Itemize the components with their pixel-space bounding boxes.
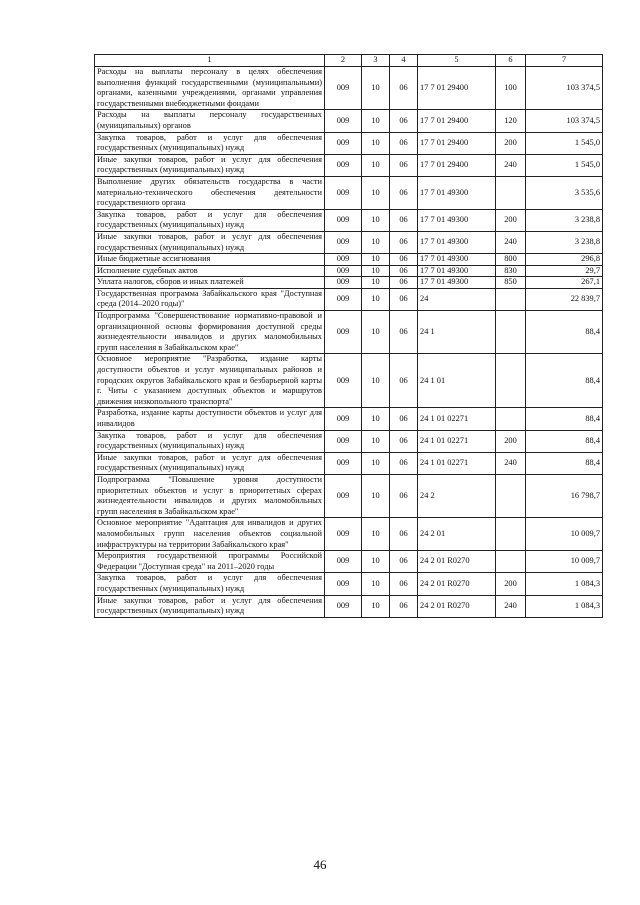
expense-type-code — [496, 288, 526, 310]
table-row — [95, 154, 603, 176]
expense-type-code — [496, 408, 526, 430]
expense-type-code: 200 — [496, 573, 526, 595]
row-description: Иные закупки товаров, работ и услуг для обеспечения государственных (муниципальных) нужд — [95, 595, 325, 617]
table-row — [95, 354, 603, 408]
budget-table — [94, 54, 603, 618]
target-item-code: 24 2 01 R0270 — [418, 595, 496, 617]
target-item-code: 17 7 01 29400 — [418, 110, 496, 132]
subsection-code: 06 — [390, 288, 418, 310]
table-row — [95, 176, 603, 209]
subsection-code: 06 — [390, 265, 418, 277]
row-description: Иные бюджетные ассигнования — [95, 254, 325, 266]
amount: 88,4 — [526, 311, 603, 354]
row-description: Расходы на выплаты персоналу в целях обеспечения выполнения функций государственными (муниципальными) органами, казенными учреждениями, органами управления государственными внебюджетными фондами — [95, 67, 325, 110]
amount: 1 084,3 — [526, 595, 603, 617]
expense-type-code: 200 — [496, 430, 526, 452]
ministry-code: 009 — [325, 231, 362, 253]
row-description: Иные закупки товаров, работ и услуг для обеспечения государственных (муниципальных) нужд — [95, 154, 325, 176]
row-description: Расходы на выплаты персоналу государственных (муниципальных) органов — [95, 110, 325, 132]
target-item-code: 24 2 01 — [418, 518, 496, 551]
amount: 10 009,7 — [526, 518, 603, 551]
subsection-code: 06 — [390, 254, 418, 266]
column-header-6: 6 — [496, 55, 526, 67]
ministry-code: 009 — [325, 354, 362, 408]
ministry-code: 009 — [325, 209, 362, 231]
table-row — [95, 231, 603, 253]
section-code: 10 — [362, 452, 390, 474]
section-code: 10 — [362, 573, 390, 595]
section-code: 10 — [362, 551, 390, 573]
table-row — [95, 254, 603, 266]
ministry-code: 009 — [325, 67, 362, 110]
table-row — [95, 110, 603, 132]
expense-type-code — [496, 518, 526, 551]
table-row — [95, 311, 603, 354]
subsection-code: 06 — [390, 209, 418, 231]
row-description: Уплата налогов, сборов и иных платежей — [95, 277, 325, 289]
table-row — [95, 430, 603, 452]
amount: 1 084,3 — [526, 573, 603, 595]
subsection-code: 06 — [390, 311, 418, 354]
target-item-code: 24 2 01 R0270 — [418, 573, 496, 595]
column-header-3: 3 — [362, 55, 390, 67]
amount: 29,7 — [526, 265, 603, 277]
table-row — [95, 132, 603, 154]
ministry-code: 009 — [325, 254, 362, 266]
target-item-code: 17 7 01 29400 — [418, 132, 496, 154]
subsection-code: 06 — [390, 231, 418, 253]
row-description: Закупка товаров, работ и услуг для обеспечения государственных (муниципальных) нужд — [95, 132, 325, 154]
table-row — [95, 67, 603, 110]
ministry-code: 009 — [325, 474, 362, 517]
subsection-code: 06 — [390, 132, 418, 154]
ministry-code: 009 — [325, 154, 362, 176]
section-code: 10 — [362, 288, 390, 310]
row-description: Закупка товаров, работ и услуг для обеспечения государственных (муниципальных) нужд — [95, 573, 325, 595]
target-item-code: 17 7 01 49300 — [418, 209, 496, 231]
amount: 3 535,6 — [526, 176, 603, 209]
row-description: Выполнение других обязательств государства в части материально-технического обеспечения деятельности государственного органа — [95, 176, 325, 209]
row-description: Закупка товаров, работ и услуг для обеспечения государственных (муниципальных) нужд — [95, 209, 325, 231]
subsection-code: 06 — [390, 176, 418, 209]
target-item-code: 17 7 01 49300 — [418, 231, 496, 253]
section-code: 10 — [362, 67, 390, 110]
table-row — [95, 209, 603, 231]
table-row — [95, 474, 603, 517]
section-code: 10 — [362, 474, 390, 517]
target-item-code: 24 2 — [418, 474, 496, 517]
table-row — [95, 551, 603, 573]
target-item-code: 24 — [418, 288, 496, 310]
amount: 1 545,0 — [526, 132, 603, 154]
target-item-code: 17 7 01 49300 — [418, 277, 496, 289]
section-code: 10 — [362, 154, 390, 176]
subsection-code: 06 — [390, 110, 418, 132]
amount: 296,8 — [526, 254, 603, 266]
subsection-code: 06 — [390, 452, 418, 474]
expense-type-code — [496, 474, 526, 517]
section-code: 10 — [362, 595, 390, 617]
row-description: Основное мероприятие "Адаптация для инвалидов и других маломобильных групп населения объектов социальной инфраструктуры на территории Забайкальского края" — [95, 518, 325, 551]
expense-type-code: 240 — [496, 595, 526, 617]
section-code: 10 — [362, 110, 390, 132]
expense-type-code: 200 — [496, 209, 526, 231]
section-code: 10 — [362, 231, 390, 253]
expense-type-code: 240 — [496, 452, 526, 474]
section-code: 10 — [362, 408, 390, 430]
expense-type-code — [496, 551, 526, 573]
expense-type-code — [496, 311, 526, 354]
ministry-code: 009 — [325, 595, 362, 617]
target-item-code: 17 7 01 29400 — [418, 67, 496, 110]
target-item-code: 24 1 — [418, 311, 496, 354]
ministry-code: 009 — [325, 277, 362, 289]
expense-type-code: 100 — [496, 67, 526, 110]
amount: 88,4 — [526, 354, 603, 408]
subsection-code: 06 — [390, 551, 418, 573]
table-row — [95, 595, 603, 617]
target-item-code: 24 1 01 — [418, 354, 496, 408]
subsection-code: 06 — [390, 595, 418, 617]
expense-type-code: 240 — [496, 231, 526, 253]
section-code: 10 — [362, 430, 390, 452]
subsection-code: 06 — [390, 573, 418, 595]
table-body — [95, 67, 603, 618]
row-description: Основное мероприятие "Разработка, издание карты доступности объектов и услуг муниципальных районов и городских округов Забайкальского края и безбарьерной карты г. Читы с указанием доступных объектов и маршрутов движения низкопольного транспорта" — [95, 354, 325, 408]
table-row — [95, 452, 603, 474]
table-row — [95, 408, 603, 430]
subsection-code: 06 — [390, 474, 418, 517]
amount: 10 009,7 — [526, 551, 603, 573]
section-code: 10 — [362, 254, 390, 266]
table-row — [95, 573, 603, 595]
amount: 88,4 — [526, 408, 603, 430]
amount: 103 374,5 — [526, 110, 603, 132]
row-description: Подпрограмма "Совершенствование нормативно-правовой и организационной основы формирования доступной среды жизнедеятельности инвалидов и других маломобильных групп населения в Забайкальском крае" — [95, 311, 325, 354]
subsection-code: 06 — [390, 154, 418, 176]
section-code: 10 — [362, 277, 390, 289]
amount: 103 374,5 — [526, 67, 603, 110]
ministry-code: 009 — [325, 176, 362, 209]
ministry-code: 009 — [325, 311, 362, 354]
subsection-code: 06 — [390, 518, 418, 551]
amount: 88,4 — [526, 452, 603, 474]
subsection-code: 06 — [390, 277, 418, 289]
target-item-code: 24 2 01 R0270 — [418, 551, 496, 573]
amount: 16 798,7 — [526, 474, 603, 517]
row-description: Иные закупки товаров, работ и услуг для обеспечения государственных (муниципальных) нужд — [95, 452, 325, 474]
table-row — [95, 277, 603, 289]
row-description: Государственная программа Забайкальского края "Доступная среда (2014–2020 годы)" — [95, 288, 325, 310]
section-code: 10 — [362, 265, 390, 277]
page-number: 46 — [313, 857, 327, 872]
table-row — [95, 518, 603, 551]
row-description: Мероприятия государственной программы Российской Федерации "Доступная среда" на 2011–2020 годы — [95, 551, 325, 573]
row-description: Исполнение судебных актов — [95, 265, 325, 277]
expense-type-code: 200 — [496, 132, 526, 154]
section-code: 10 — [362, 518, 390, 551]
ministry-code: 009 — [325, 408, 362, 430]
row-description: Иные закупки товаров, работ и услуг для обеспечения государственных (муниципальных) нужд — [95, 231, 325, 253]
amount: 88,4 — [526, 430, 603, 452]
table-header-row — [95, 55, 603, 67]
ministry-code: 009 — [325, 132, 362, 154]
subsection-code: 06 — [390, 408, 418, 430]
table-row — [95, 288, 603, 310]
amount: 267,1 — [526, 277, 603, 289]
section-code: 10 — [362, 311, 390, 354]
expense-type-code — [496, 354, 526, 408]
section-code: 10 — [362, 209, 390, 231]
target-item-code: 24 1 01 02271 — [418, 408, 496, 430]
section-code: 10 — [362, 132, 390, 154]
column-header-4: 4 — [390, 55, 418, 67]
column-header-7: 7 — [526, 55, 603, 67]
target-item-code: 17 7 01 49300 — [418, 265, 496, 277]
row-description: Закупка товаров, работ и услуг для обеспечения государственных (муниципальных) нужд — [95, 430, 325, 452]
ministry-code: 009 — [325, 288, 362, 310]
section-code: 10 — [362, 176, 390, 209]
target-item-code: 17 7 01 49300 — [418, 254, 496, 266]
section-code: 10 — [362, 354, 390, 408]
subsection-code: 06 — [390, 354, 418, 408]
column-header-5: 5 — [418, 55, 496, 67]
ministry-code: 009 — [325, 110, 362, 132]
amount: 1 545,0 — [526, 154, 603, 176]
ministry-code: 009 — [325, 265, 362, 277]
target-item-code: 24 1 01 02271 — [418, 430, 496, 452]
ministry-code: 009 — [325, 573, 362, 595]
expense-type-code: 830 — [496, 265, 526, 277]
expense-type-code: 850 — [496, 277, 526, 289]
subsection-code: 06 — [390, 67, 418, 110]
table-row — [95, 265, 603, 277]
amount: 22 839,7 — [526, 288, 603, 310]
ministry-code: 009 — [325, 452, 362, 474]
expense-type-code: 800 — [496, 254, 526, 266]
expense-type-code: 240 — [496, 154, 526, 176]
amount: 3 238,8 — [526, 231, 603, 253]
column-header-1: 1 — [95, 55, 325, 67]
row-description: Разработка, издание карты доступности объектов и услуг для инвалидов — [95, 408, 325, 430]
ministry-code: 009 — [325, 518, 362, 551]
row-description: Подпрограмма "Повышение уровня доступности приоритетных объектов и услуг в приоритетных сферах жизнедеятельности инвалидов и других маломобильных групп населения в Забайкальском крае" — [95, 474, 325, 517]
target-item-code: 17 7 01 29400 — [418, 154, 496, 176]
expense-type-code — [496, 176, 526, 209]
target-item-code: 17 7 01 49300 — [418, 176, 496, 209]
amount: 3 238,8 — [526, 209, 603, 231]
subsection-code: 06 — [390, 430, 418, 452]
expense-type-code: 120 — [496, 110, 526, 132]
ministry-code: 009 — [325, 430, 362, 452]
target-item-code: 24 1 01 02271 — [418, 452, 496, 474]
ministry-code: 009 — [325, 551, 362, 573]
column-header-2: 2 — [325, 55, 362, 67]
